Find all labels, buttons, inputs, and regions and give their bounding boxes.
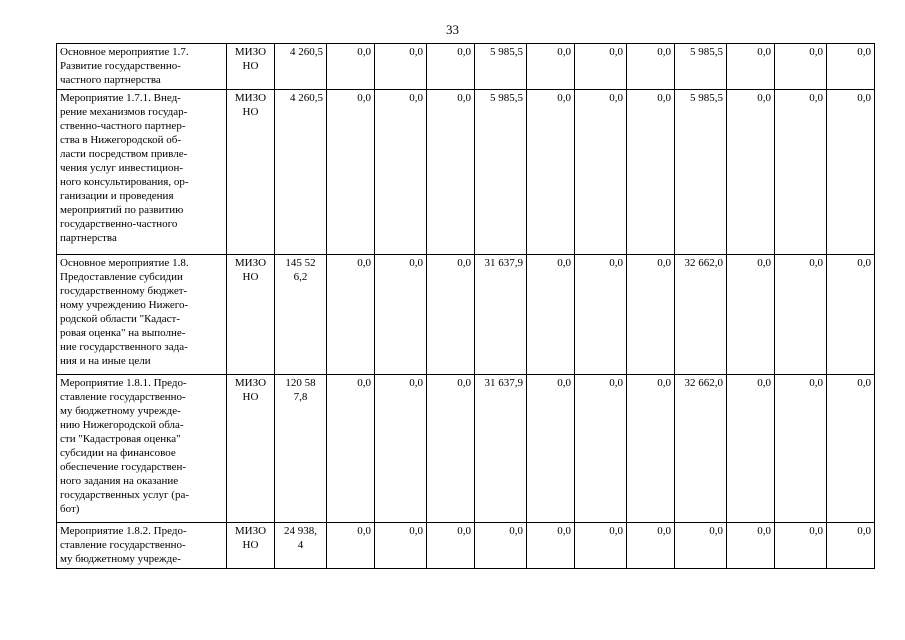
- description-line: ного задания на оказание: [60, 475, 179, 487]
- value-cell: 0,0: [375, 255, 427, 375]
- table-row: [57, 44, 875, 90]
- table-row: [57, 375, 875, 523]
- executor-line: МИЗО: [234, 257, 267, 269]
- description-line: бот): [60, 503, 80, 515]
- description-line: государственно-частного: [60, 218, 178, 230]
- value-cell: 0,0: [827, 375, 875, 523]
- description-line: ному учреждению Нижего-: [60, 299, 189, 311]
- value-cell: 31 637,9: [475, 375, 527, 523]
- executor-line: НО: [242, 271, 259, 283]
- value-cell: 0,0: [575, 523, 627, 569]
- description-line: частного партнерства: [60, 74, 161, 86]
- row-description: [57, 523, 227, 569]
- value-cell: 5 985,5: [475, 90, 527, 255]
- value-cell: 0,0: [475, 523, 527, 569]
- row-total: [275, 523, 327, 569]
- description-line: государственному бюджет-: [60, 285, 188, 297]
- description-line: ганизации и проведения: [60, 190, 174, 202]
- value-cell: 0,0: [375, 90, 427, 255]
- value-cell: 0,0: [727, 255, 775, 375]
- table-row: [57, 255, 875, 375]
- row-description: [57, 375, 227, 523]
- row-description: [57, 44, 227, 90]
- value-cell: 0,0: [327, 375, 375, 523]
- executor-line: НО: [242, 391, 259, 403]
- value-cell: 0,0: [375, 523, 427, 569]
- row-executor: [227, 255, 275, 375]
- description-line: ласти посредством привле-: [60, 148, 188, 160]
- value-cell: 0,0: [627, 523, 675, 569]
- value-cell: 0,0: [575, 375, 627, 523]
- row-total: [275, 255, 327, 375]
- row-executor: [227, 523, 275, 569]
- value-cell: 5 985,5: [475, 44, 527, 90]
- description-line: ние государственного зада-: [60, 341, 188, 353]
- executor-line: МИЗО: [234, 525, 267, 537]
- total-line: 7,8: [293, 391, 308, 403]
- row-total: [275, 90, 327, 255]
- description-line: ного консультирования, ор-: [60, 176, 189, 188]
- value-cell: 0,0: [727, 44, 775, 90]
- value-cell: 0,0: [527, 375, 575, 523]
- page-number: 33: [446, 22, 459, 37]
- value-cell: 0,0: [575, 90, 627, 255]
- total-line: 145 52: [285, 257, 316, 269]
- row-executor: [227, 375, 275, 523]
- row-executor: [227, 44, 275, 90]
- value-cell: 0,0: [727, 90, 775, 255]
- description-line: ства в Нижегородской об-: [60, 134, 182, 146]
- table-body: [57, 44, 875, 569]
- executor-line: НО: [242, 60, 259, 72]
- value-cell: 32 662,0: [675, 375, 727, 523]
- description-line: Мероприятие 1.8.2. Предо-: [60, 525, 187, 537]
- value-cell: 5 985,5: [675, 90, 727, 255]
- total-line: 120 58: [285, 377, 316, 389]
- value-cell: 31 637,9: [475, 255, 527, 375]
- description-line: ственно-частного партнер-: [60, 120, 186, 132]
- value-cell: 0,0: [827, 255, 875, 375]
- description-line: Основное мероприятие 1.8.: [60, 257, 189, 269]
- value-cell: 0,0: [827, 523, 875, 569]
- value-cell: 0,0: [575, 255, 627, 375]
- total-line: 4: [297, 539, 304, 551]
- executor-line: МИЗО: [234, 46, 267, 58]
- total-line: 24 938,: [284, 525, 317, 537]
- value-cell: 0,0: [627, 375, 675, 523]
- value-cell: 0,0: [375, 375, 427, 523]
- value-cell: 0,0: [427, 255, 475, 375]
- row-total: [275, 375, 327, 523]
- value-cell: 0,0: [775, 255, 827, 375]
- description-line: сти "Кадастровая оценка": [60, 433, 181, 445]
- value-cell: 0,0: [327, 523, 375, 569]
- description-line: Развитие государственно-: [60, 60, 181, 72]
- total-line: 6,2: [293, 271, 308, 283]
- value-cell: 0,0: [527, 44, 575, 90]
- value-cell: 0,0: [775, 523, 827, 569]
- description-line: обеспечение государствен-: [60, 461, 187, 473]
- program-table: [56, 43, 875, 569]
- executor-line: НО: [242, 539, 259, 551]
- value-cell: 0,0: [527, 255, 575, 375]
- value-cell: 0,0: [575, 44, 627, 90]
- value-cell: 0,0: [827, 90, 875, 255]
- description-line: субсидии на финансовое: [60, 447, 176, 459]
- table-row: [57, 523, 875, 569]
- value-cell: 0,0: [775, 90, 827, 255]
- row-description: [57, 255, 227, 375]
- value-cell: 0,0: [427, 523, 475, 569]
- value-cell: 0,0: [675, 523, 727, 569]
- value-cell: 0,0: [827, 44, 875, 90]
- description-line: чения услуг инвестицион-: [60, 162, 184, 174]
- description-line: родской области "Кадаст-: [60, 313, 181, 325]
- value-cell: 0,0: [527, 523, 575, 569]
- row-executor: [227, 90, 275, 255]
- row-total: [275, 44, 327, 90]
- description-line: ровая оценка" на выполне-: [60, 327, 186, 339]
- value-cell: 0,0: [727, 375, 775, 523]
- value-cell: 0,0: [427, 90, 475, 255]
- row-description: [57, 90, 227, 255]
- value-cell: 0,0: [327, 44, 375, 90]
- description-line: ния и на иные цели: [60, 355, 151, 367]
- value-cell: 0,0: [375, 44, 427, 90]
- value-cell: 0,0: [427, 44, 475, 90]
- description-line: ставление государственно-: [60, 391, 186, 403]
- description-line: партнерства: [60, 232, 117, 244]
- description-line: Предоставление субсидии: [60, 271, 183, 283]
- description-line: ставление государственно-: [60, 539, 186, 551]
- value-cell: 0,0: [427, 375, 475, 523]
- description-line: нию Нижегородской обла-: [60, 419, 184, 431]
- description-line: му бюджетному учрежде-: [60, 405, 181, 417]
- description-line: Мероприятие 1.8.1. Предо-: [60, 377, 187, 389]
- value-cell: 5 985,5: [675, 44, 727, 90]
- value-cell: 0,0: [775, 44, 827, 90]
- value-cell: 0,0: [327, 255, 375, 375]
- description-line: государственных услуг (ра-: [60, 489, 189, 501]
- value-cell: 0,0: [627, 90, 675, 255]
- value-cell: 0,0: [327, 90, 375, 255]
- description-line: рение механизмов государ-: [60, 106, 188, 118]
- executor-line: МИЗО: [234, 92, 267, 104]
- executor-line: НО: [242, 106, 259, 118]
- executor-line: МИЗО: [234, 377, 267, 389]
- value-cell: 0,0: [727, 523, 775, 569]
- table-row: [57, 90, 875, 255]
- description-line: мероприятий по развитию: [60, 204, 184, 216]
- value-cell: 32 662,0: [675, 255, 727, 375]
- description-line: Основное мероприятие 1.7.: [60, 46, 189, 58]
- value-cell: 0,0: [527, 90, 575, 255]
- description-line: Мероприятие 1.7.1. Внед-: [60, 92, 181, 104]
- total-line: 4 260,5: [290, 46, 323, 58]
- description-line: му бюджетному учрежде-: [60, 553, 181, 565]
- value-cell: 0,0: [627, 44, 675, 90]
- total-line: 4 260,5: [290, 92, 323, 104]
- value-cell: 0,0: [627, 255, 675, 375]
- value-cell: 0,0: [775, 375, 827, 523]
